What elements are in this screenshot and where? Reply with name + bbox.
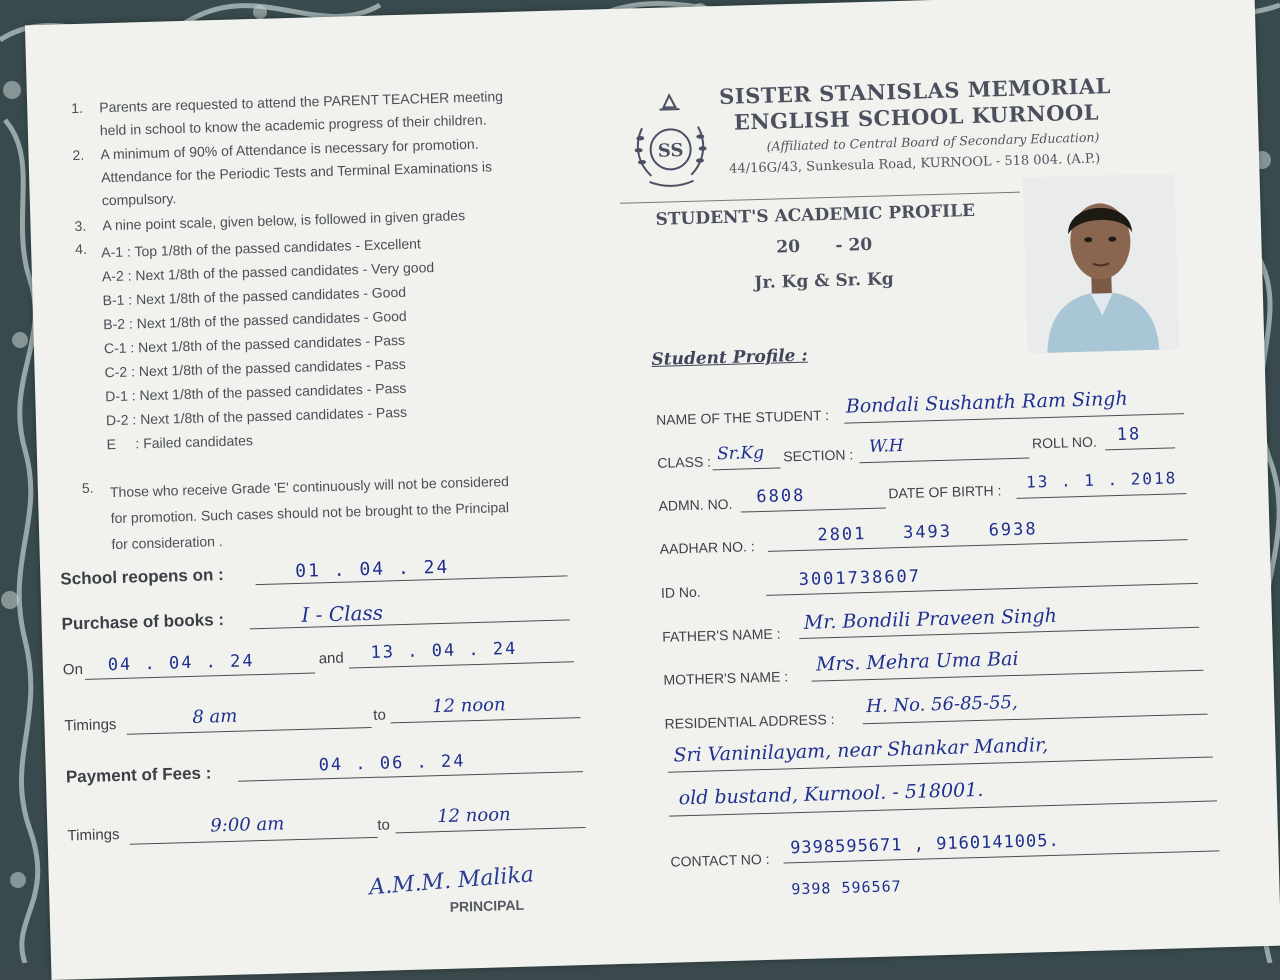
school-affiliation: (Affiliated to Central Board of Secondary Education) [766,129,1100,154]
student-aadhar: 2801 3493 6938 [817,519,1038,546]
admn-label: ADMN. NO. [658,495,733,514]
address-line2: Sri Vaninilayam, near Shankar Mandir, [673,734,1049,767]
id-label: ID No. [660,583,701,601]
books-value: I - Class [301,600,384,627]
timings-from: 8 am [192,705,238,728]
instruction-line: for promotion. Such cases should not be brought to the Principal [110,499,510,527]
instruction-line: A nine point scale, given below, is followed in given grades [102,207,466,234]
principal-label: PRINCIPAL [449,896,525,915]
student-id: 3001738607 [798,566,922,590]
instruction-line: held in school to know the academic progress of their children. [99,111,487,139]
grade-line: D-2 : Next 1/8th of the passed candidates - Pass [105,403,408,429]
student-dob: 13 . 1 . 2018 [1025,468,1178,492]
student-name: Bondali Sushanth Ram Singh [845,387,1128,418]
timings2-label: Timings [67,826,120,845]
profile-year: 20 - 20 [776,234,873,258]
student-admn: 6808 [756,485,806,508]
profile-title: STUDENT'S ACADEMIC PROFILE [655,200,976,230]
instruction-line: for consideration . [111,533,223,553]
instruction-line: Parents are requested to attend the PARENT TEACHER meeting [99,88,504,116]
instruction-line: compulsory. [101,189,177,208]
aadhar-label: AADHAR NO. : [659,538,755,557]
instruction-line: A minimum of 90% of Attendance is necessary for promotion. [100,135,479,163]
mother-label: MOTHER'S NAME : [663,668,789,688]
student-roll: 18 [1116,424,1142,446]
grade-line: D-1 : Next 1/8th of the passed candidates - Pass [105,379,407,405]
student-section: W.H [868,435,905,457]
timings2-from: 9:00 am [210,813,285,837]
timings2-to: 12 noon [436,804,511,828]
contact-number: 9398595671 , 9160141005. [789,830,1060,859]
grade-line: C-1 : Next 1/8th of the passed candidates - Pass [103,331,406,357]
section-label: SECTION : [783,446,854,465]
school-name-line1: SISTER STANISLAS MEMORIAL [718,73,1112,109]
on-value: 04 . 04 . 24 [107,651,255,676]
grade-line: A-2 : Next 1/8th of the passed candidates - Very good [101,259,435,285]
instruction-number: 2. [72,146,85,164]
fees-label: Payment of Fees : [65,763,212,787]
and-label: and [318,649,344,668]
contact-extra: 9398 596567 [791,877,902,899]
instruction-number: 5. [81,479,94,496]
contact-label: CONTACT NO : [670,850,770,870]
crest-letters: SS [657,140,684,162]
timings-label: Timings [64,716,117,735]
father-name: Mr. Bondili Praveen Singh [803,604,1058,634]
grade-line: B-1 : Next 1/8th of the passed candidates - Good [102,283,407,309]
reopens-value: 01 . 04 . 24 [294,556,450,583]
school-address: 44/16G/43, Sunkesula Road, KURNOOL - 518 004. (A.P.) [728,151,1101,177]
address-label: RESIDENTIAL ADDRESS : [664,711,835,732]
mother-name: Mrs. Mehra Uma Bai [815,647,1019,676]
student-profile-heading: Student Profile : [651,345,808,370]
and-value: 13 . 04 . 24 [370,638,518,663]
schedule-block [60,555,589,899]
fees-value: 04 . 06 . 24 [318,751,466,776]
roll-label: ROLL NO. [1031,433,1098,452]
academic-profile-card [25,0,1280,980]
class-label: CLASS : [657,453,712,471]
to2-label: to [377,816,391,834]
grade-line: C-2 : Next 1/8th of the passed candidates - Pass [104,355,406,381]
dob-label: DATE OF BIRTH : [888,482,1002,502]
student-class: Sr.Kg [716,442,765,465]
instruction-number: 1. [71,99,84,117]
profile-grades: Jr. Kg & Sr. Kg [754,269,894,294]
instruction-number: 4. [74,240,88,258]
address-line3: old bustand, Kurnool. - 518001. [678,778,984,810]
instruction-number: 3. [74,217,87,235]
grade-line: B-2 : Next 1/8th of the passed candidates - Good [103,307,407,333]
instruction-line: Those who receive Grade 'E' continuously will not be considered [109,473,510,501]
father-label: FATHER'S NAME : [662,625,781,645]
on-label: On [62,660,84,679]
name-label: NAME OF THE STUDENT : [655,407,830,428]
student-photo [1023,173,1180,353]
school-crest-icon [627,86,714,198]
to-label: to [373,706,387,724]
instructions-block [67,87,537,553]
timings-to: 12 noon [431,694,506,718]
grade-line: A-1 : Top 1/8th of the passed candidates - Excellent [101,235,421,261]
school-name-line2: ENGLISH SCHOOL KURNOOL [733,99,1100,135]
books-label: Purchase of books : [61,610,225,634]
instruction-line: Attendance for the Periodic Tests and Terminal Examinations is [100,158,493,186]
principal-signature: A.M.M. Malika [368,862,535,901]
address-line1: H. No. 56-85-55, [865,691,1018,718]
reopens-label: School reopens on : [60,565,224,589]
grade-line: E : Failed candidates [106,432,254,453]
